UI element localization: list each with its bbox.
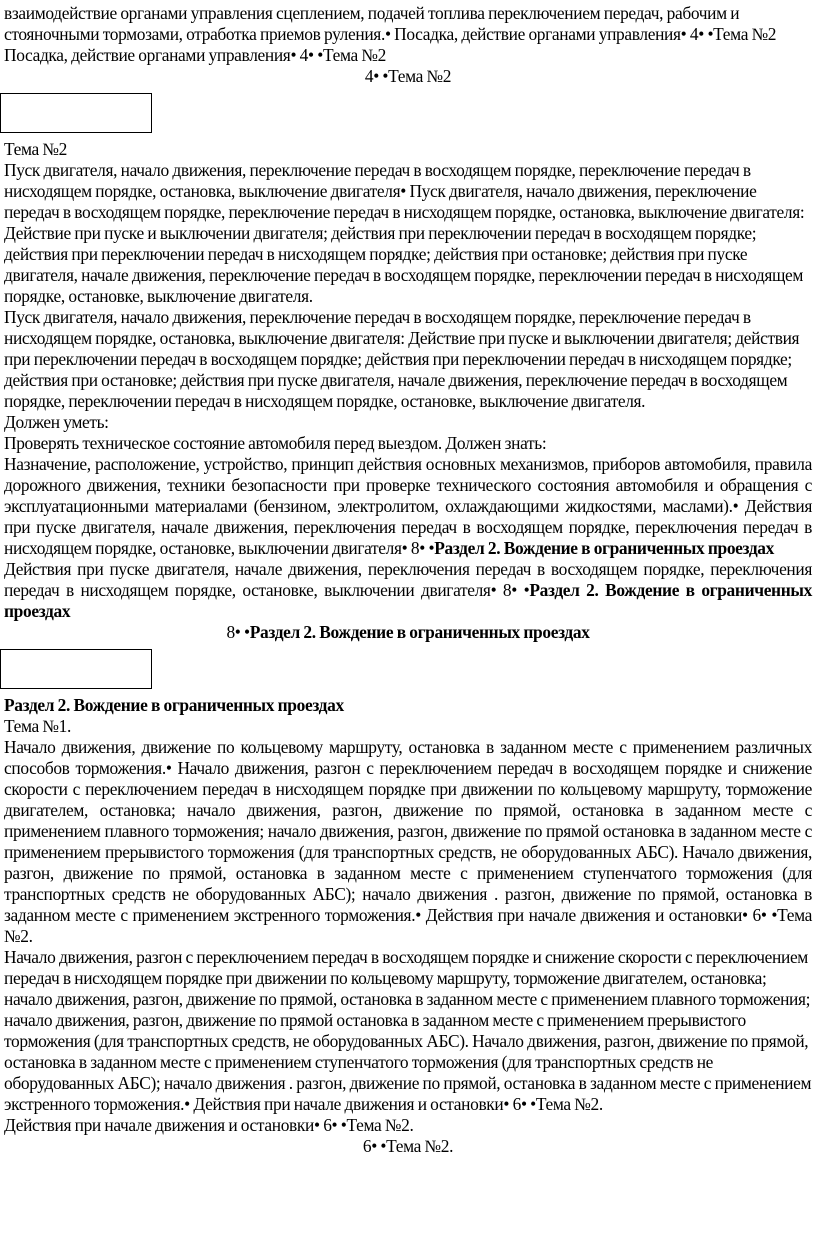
centered-heading: 6• •Тема №2. — [362, 1136, 454, 1156]
paragraph: Действия при начале движения и остановки• 6• •Тема №2. — [4, 1115, 414, 1135]
paragraph — [4, 559, 812, 622]
centered-heading: 4• •Тема №2 — [364, 66, 452, 86]
section-title-inline: Раздел 2. Вождение в ограниченных проездах — [4, 580, 812, 621]
section-heading — [4, 695, 812, 716]
section-title-inline: Раздел 2. Вождение в ограниченных проездах — [249, 622, 590, 642]
section-title-inline: Раздел 2. Вождение в ограниченных проездах — [434, 538, 774, 558]
topic-heading: Тема №2 — [4, 139, 67, 159]
paragraph: Проверять техническое состояние автомобиля перед выездом. Должен знать: — [4, 433, 547, 453]
empty-frame — [0, 93, 152, 133]
paragraph-text: Назначение, расположение, устройство, принцип действия основных механизмов, приборов автомобиля, правила дорожного движения, техники безопасности при проверке технического состояния автомобиля и обращения с эксплуатационными материалами (бензином, электролитом, охлаждающими жидкостями, маслами).• Действия при пуске двигателя, начале движения, переключения передач в восходящем порядке, переключения передач в нисходящем порядке, остановке, выключении двигателя• 8• • — [4, 454, 812, 558]
paragraph: Пуск двигателя, начало движения, переключение передач в восходящем порядке, переключение передач в нисходящем порядке, остановка, выключение двигателя: Действие при пуске и выключении двигателя; действия при переключении передач в восходящем порядке; действия при переключении передач в нисходящем порядке; действия при остановке; действия при пуске двигателя, начале движения, переключение передач в восходящем порядке, переключении передач в нисходящем порядке, остановке, выключение двигателя. — [4, 307, 800, 411]
paragraph: Должен уметь: — [4, 412, 109, 432]
paragraph: Начало движения, движение по кольцевому маршруту, остановка в заданном месте с применением различных способов торможения.• Начало движения, разгон с переключением передач в восходящем порядке и снижение скорости с переключением передач в нисходящем порядке при движении по кольцевому маршруту, торможение двигателем, остановка; начало движения, разгон, движение по прямой, остановка в заданном месте с применением плавного торможения; начало движения, разгон, движение по прямой остановка в заданном месте с применением прерывистого торможения (для транспортных средств, не оборудованных АБС). Начало движения, разгон, движение по прямой, остановка в заданном месте с применением ступенчатого торможения (для транспортных средств не оборудованных АБС); начало движения . разгон, движение по прямой, остановка в заданном месте с применением экстренного торможения.• Действия при начале движения и остановки• 6• •Тема №2. — [4, 737, 812, 946]
heading-prefix: 8• • — [226, 622, 250, 642]
paragraph: взаимодействие органами управления сцеплением, подачей топлива переключением передач, рабочим и стояночными тормозами, отработка приемов руления.• Посадка, действие органами управления• 4• •Тема №2 — [4, 3, 777, 44]
paragraph-text: Действия при пуске двигателя, начале движения, переключения передач в восходящем порядке, переключения передач в нисходящем порядке, остановке, выключении двигателя• 8• • — [4, 559, 812, 600]
section-title: Раздел 2. Вождение в ограниченных проездах — [4, 695, 344, 715]
topic-heading: Тема №1. — [4, 716, 71, 736]
centered-heading — [4, 622, 812, 643]
paragraph: Пуск двигателя, начало движения, переключение передач в восходящем порядке, переключение передач в нисходящем порядке, остановка, выключение двигателя• Пуск двигателя, начало движения, переключение передач в восходящем порядке, переключение передач в нисходящем порядке, остановка, выключение двигателя: Действие при пуске и выключении двигателя; действия при переключении передач в восходящем порядке; действия при переключении передач в нисходящем порядке; действия при остановке; действия при пуске двигателя, начале движения, переключение передач в восходящем порядке, переключении передач в нисходящем порядке, остановке, выключение двигателя. — [4, 160, 805, 306]
paragraph: Посадка, действие органами управления• 4• •Тема №2 — [4, 45, 386, 65]
empty-frame — [0, 649, 152, 689]
paragraph: Начало движения, разгон с переключением передач в восходящем порядке и снижение скорости с переключением передач в нисходящем порядке при движении по кольцевому маршруту, торможение двигателем, остановка; начало движения, разгон, движение по прямой, остановка в заданном месте с применением плавного торможения; начало движения, разгон, движение по прямой остановка в заданном месте с применением прерывистого торможения (для транспортных средств, не оборудованных АБС). Начало движения, разгон, движение по прямой, остановка в заданном месте с применением ступенчатого торможения (для транспортных средств не оборудованных АБС); начало движения . разгон, движение по прямой, остановка в заданном месте с применением экстренного торможения.• Действия при начале движения и остановки• 6• •Тема №2. — [4, 947, 812, 1114]
paragraph — [4, 454, 812, 559]
